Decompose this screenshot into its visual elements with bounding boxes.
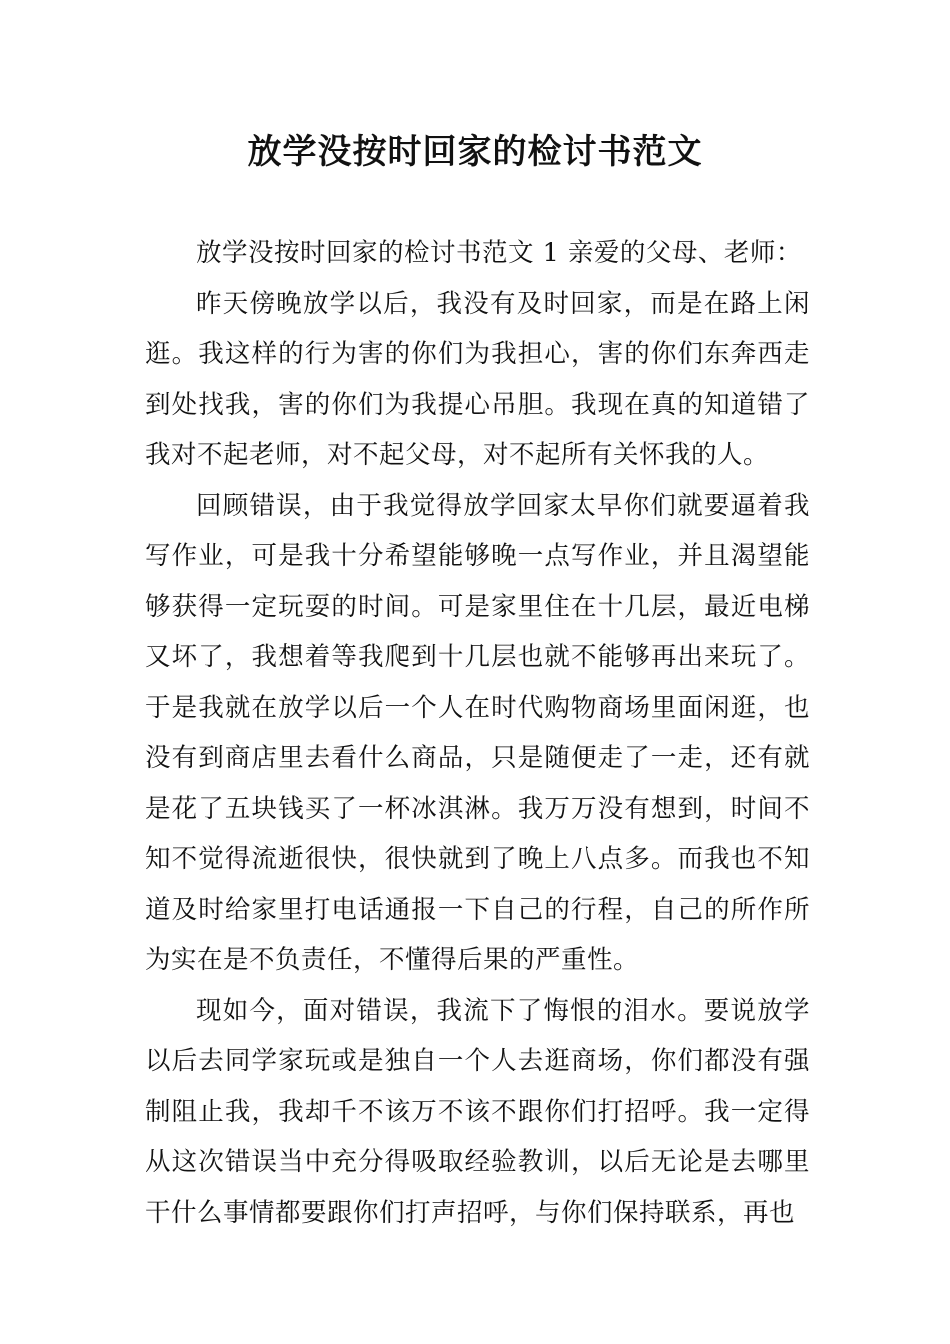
paragraph-2: 回顾错误，由于我觉得放学回家太早你们就要逼着我写作业，可是我十分希望能够晚一点写作业，并且渴望能够获得一定玩耍的时间。可是家里住在十几层，最近电梯又坏了，我想着等我爬到十几层也就不能够再出来玩了。于是我就在放学以后一个人在时代购物商场里面闲逛，也没有到商店里去看什么商品，只是随便走了一走，还有就是花了五块钱买了一杯冰淇淋。我万万没有想到，时间不知不觉得流逝很快，很快就到了晚上八点多。而我也不知道及时给家里打电话通报一下自己的行程，自己的所作所为实在是不负责任，不懂得后果的严重性。 xyxy=(145,490,810,975)
document-title: 放学没按时回家的检讨书范文 xyxy=(247,132,703,172)
paragraph-1: 昨天傍晚放学以后，我没有及时回家，而是在路上闲逛。我这样的行为害的你们为我担心，害的你们东奔西走到处找我，害的你们为我提心吊胆。我现在真的知道错了我对不起老师，对不起父母，对不起所有关怀我的人。 xyxy=(145,288,810,470)
paragraph-3: 现如今，面对错误，我流下了悔恨的泪水。要说放学以后去同学家玩或是独自一个人去逛商场，你们都没有强制阻止我，我却千不该万不该不跟你们打招呼。我一定得从这次错误当中充分得吸取经验教训，以后无论是去哪里干什么事情都要跟你们打声招呼，与你们保持联系，再也 xyxy=(145,995,810,1228)
paragraph-greeting: 放学没按时回家的检讨书范文 1 亲爱的父母、老师： xyxy=(196,238,802,268)
document-body xyxy=(145,228,810,1238)
